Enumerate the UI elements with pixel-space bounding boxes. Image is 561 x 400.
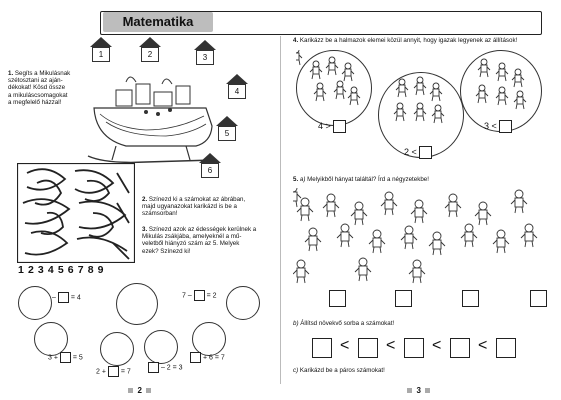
answer-box[interactable] [499,120,512,133]
answer-box[interactable] [108,366,119,377]
task-1-text: 1. Segíts a Mikulásnak szétosztani az aján- dékokat! Kösd össze a mikuláscsomagokat a megfelelő házzal! [8,70,71,106]
answer-box[interactable] [419,146,432,159]
candy-circle [192,322,226,356]
answer-box[interactable] [148,362,159,373]
equation-1: – = 4 [52,292,81,303]
equation-2: 7 – = 2 [182,290,217,301]
order-box[interactable] [358,338,378,358]
task-5c-text: c) Karikázd be a páros számokat! [293,367,385,374]
answer-box[interactable] [333,120,346,133]
sleigh-illustration [86,68,218,168]
set-label-2: 2 < [404,146,432,159]
answer-box[interactable] [194,290,205,301]
count-box[interactable] [395,290,412,307]
house-icon: 6 [199,153,221,177]
equation-6: + 6 = 7 [190,352,225,363]
task-5a-text: 5. a) Melyikből hányat találtál? Írd a négyzetekbe! [293,176,429,183]
candy-circle [226,286,260,320]
equation-3: 3 + = 5 [48,352,83,363]
equation-5: – 2 = 3 [148,362,183,373]
task-5b-text: b) Állítsd növekvő sorba a számokat! [293,320,395,327]
page-number-left: 2 [128,380,151,398]
equation-4: 2 + = 7 [96,366,131,377]
house-icon: 1 [90,37,112,61]
order-box[interactable] [404,338,424,358]
task-3-text: 3. Színezd azok az édességek kerülnek a Mikulás zsákjába, amelyeknél a mű- veletből hiányzó szám az 5. Melyek ezek? Színezd ki! [142,226,257,255]
candy-circle [144,330,178,364]
house-icon: 5 [216,116,238,140]
candy-circle [34,322,68,356]
count-box[interactable] [462,290,479,307]
task-2-text: 2. Színezd ki a számokat az ábrában, majd ugyanazokat karikázd is be a számsorban! [142,196,246,218]
candy-circle [116,283,158,325]
candy-circle [18,286,52,320]
answer-box[interactable] [58,292,69,303]
less-than-sign: < [340,337,350,354]
less-than-sign: < [478,337,488,354]
page-divider [280,36,281,384]
set-label-1: 4 > [318,120,346,133]
set-label-3: 3 < [484,120,512,133]
count-box[interactable] [329,290,346,307]
less-than-sign: < [386,337,396,354]
house-icon: 3 [194,40,216,64]
number-coloring-picture [17,163,135,263]
task-4-text: 4. Karikázz be a halmazok elemei közül annyit, hogy igazak legyenek az állítások! [293,37,518,44]
number-row: 1 2 3 4 5 6 7 8 9 [18,264,105,276]
count-box[interactable] [530,290,547,307]
order-box[interactable] [312,338,332,358]
order-box[interactable] [450,338,470,358]
answer-box[interactable] [190,352,201,363]
house-icon: 4 [226,74,248,98]
candy-circle [100,332,134,366]
less-than-sign: < [432,337,442,354]
set-robots [296,50,546,154]
house-icon: 2 [139,37,161,61]
answer-box[interactable] [60,352,71,363]
page-number-right: 3 [407,380,430,398]
toy-robots-picture [293,188,543,286]
order-box[interactable] [496,338,516,358]
page-title: Matematika [103,12,213,32]
